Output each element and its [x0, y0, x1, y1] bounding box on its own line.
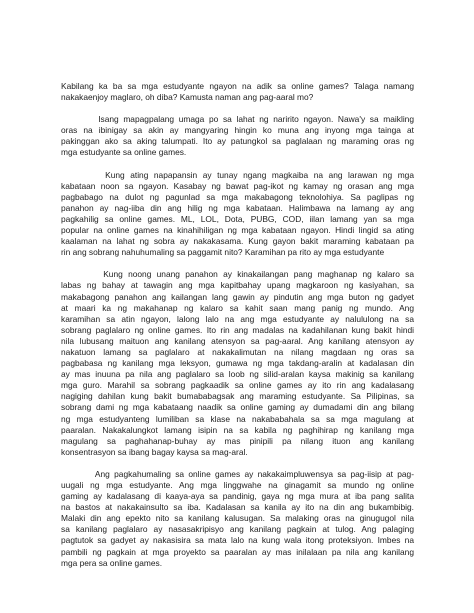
text-line: sobrang dami ng mga kabataang naadik sa online gaming ay dumadami din ang bilang — [61, 402, 414, 413]
text-line: mga guro. Marahil sa sobrang pagkaadik sa online games ay ito rin ang kadalasang — [61, 380, 414, 391]
text-line: pagkahilig sa online games. ML, LOL, Dota, PUBG, COD, iilan lamang yan sa mga — [61, 213, 414, 224]
text-line: panahon ay nag-iiba din ang hilig ng mga kabataan. Halimbawa na lamang ay ang — [61, 202, 414, 213]
paragraph-behavior-health — [61, 469, 414, 569]
text-line: sobrang paglalaro ng online games. Ito rin ang madalas na kadahilanan kung bakit hindi — [61, 324, 414, 335]
text-line: pagtutok sa gadyet ay nakasisira sa mata lalo na kung wala itong proteksiyon. Imbes na — [61, 535, 414, 546]
text-line: nila lubusang maituon ang kanilang atensyon sa pag-aaral. Ang kanilang atensyon ay — [61, 335, 414, 346]
text-line: konsentrasyon sa ibang bagay kaysa sa mag-aral. — [61, 446, 248, 457]
text-line: pagbabasa ng kanilang mga leksyon, gumawa ng mga takdang-aralin at kadalasan din — [61, 358, 414, 369]
text-line: Malaki din ang epekto nito sa kanilang kalusugan. Sa malaking oras na ginugugol nila — [61, 513, 414, 524]
text-line: popular na online games na kinahihiligan ng mga kabataan ngayon. Hindi lingid sa ating — [61, 225, 414, 236]
text-line: gaming ay kadalasang di kaaya-aya sa pandinig, gaya ng mga mura at iba pang salita — [61, 491, 414, 502]
text-line: Kabilang ka ba sa mga estudyante ngayon na adik sa online games? Talaga namang — [61, 81, 414, 91]
text-line: labas ng bahay at tawagin ang mga kapitbahay upang magkaroon ng kasiyahan, sa — [61, 280, 414, 291]
text-line: uugali ng mga estudyante. Ang mga linggwahe na ginagamit sa mundo ng online — [61, 480, 414, 490]
text-line: Kung noong unang panahon ay kinakailangan pang maghanap ng kalaro sa — [61, 269, 414, 280]
text-line: nagiging dahilan kung bakit bumababagsak ang maraming estudyante. Sa Pilipinas, sa — [61, 391, 414, 402]
text-line: nakatuon lamang sa paglalaro at nakakalimutan na nilang magdaan ng oras sa — [61, 346, 414, 357]
text-line: sa kanilang paglalaro ay nasasakripisyo ang kanilang pagkain at tulog. Ang palaging — [61, 524, 414, 535]
text-line: ng mga estudyanteng lumiliban sa klase na nakababahala sa sa mga magulang at — [61, 413, 414, 424]
text-line: pakinggan ako sa aking talumpati. Ito ay patungkol sa paglalaan ng maraming oras ng — [61, 136, 414, 147]
text-line: nakakaenjoy maglaro, oh diba? Kamusta naman ang pag-aaral mo? — [61, 92, 314, 103]
text-line: pagbabago na dulot ng pagunlad sa mga makabagong teknolohiya. Sa paglipas ng — [61, 191, 414, 202]
text-line: paaralan. Nakakalungkot lamang isipin na sa kabila ng paghihirap ng kanilang mga — [61, 424, 414, 435]
text-line: makabagong panahon ang kailangan lang gawin ay pindutin ang mga buton ng gadyet — [61, 291, 414, 302]
text-line: Kung ating napapansin ay tunay ngang magkaiba na ang larawan ng mga — [61, 169, 414, 180]
text-line: mga pera sa online games. — [61, 557, 163, 568]
paragraph-study-effects — [61, 269, 414, 458]
text-line: oras na ibinigay sa akin ay mangyaring hingin ko muna ang inyong mga tainga at — [61, 125, 414, 136]
text-line: pambili ng pagkain at mga proyekto sa paaralan ay mas inilalaan pa nila ang kanilang — [61, 546, 414, 557]
text-line: kabataan noon sa ngayon. Kasabay ng bawat pag-ikot ng kamay ng orasan ang mga — [61, 180, 414, 191]
text-line: kaalaman na lahat ng sobra ay nakakasama. Kung gayon bakit maraming kabataan pa — [61, 236, 414, 247]
paragraph-youth-changes — [61, 170, 414, 259]
text-line: Isang mapagpalang umaga po sa lahat ng naririto ngayon. Nawa'y sa maikling — [61, 114, 414, 125]
text-line: at maari ka ng makahanap ng kalaro sa kahit saan mang panig ng mundo. Ang — [61, 302, 414, 313]
paragraph-greeting — [61, 114, 414, 158]
paragraph-intro-question — [61, 81, 414, 103]
text-line: rin ang sobrang nahuhumaling sa paggamit nito? Karamihan pa rito ay mga estudyante — [61, 247, 385, 258]
text-line: ay mas inuuna pa nila ang paglalaro sa loob ng silid-aralan kaysa makinig sa kanilang — [61, 369, 414, 380]
text-line: na bastos at nakakainsulto sa iba. Kadalasan sa kanila ay ito na din ang bukambibig. — [61, 502, 414, 513]
text-line: mga estudyante sa online games. — [61, 147, 187, 158]
text-line: karamihan sa atin ngayon, lalong lalo na ang mga estudyante ay nalululong na sa — [61, 313, 414, 324]
text-line: Ang pagkahumaling sa online games ay nakakaimpluwensya sa pag-iisip at pag- — [61, 468, 414, 479]
text-line: magulang sa paghahanap-buhay ay mas pinipili pa nilang ituon ang kanilang — [61, 435, 414, 446]
